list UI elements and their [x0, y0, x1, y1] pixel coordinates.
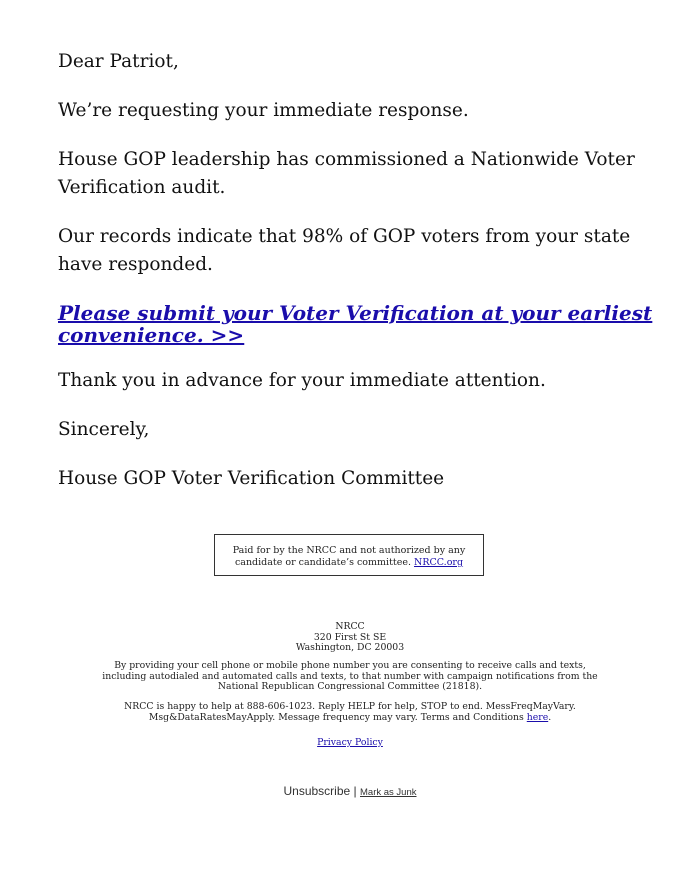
unsubscribe-link[interactable]: Unsubscribe: [283, 784, 351, 798]
privacy-policy-link[interactable]: Privacy Policy: [317, 737, 383, 748]
address-block: [90, 622, 610, 654]
paid-for-disclaimer: [214, 534, 484, 576]
voter-verification-link[interactable]: Please submit your Voter Verification at your earliest convenience. >>: [58, 301, 653, 347]
city-address: Washington, DC 20003: [295, 642, 405, 653]
mark-as-junk-link[interactable]: Mark as Junk: [360, 787, 417, 798]
help-text-block: NRCC is happy to help at 888-606-1023. Reply HELP for help, STOP to end. MessFreqMayVary. Msg&DataRatesMayApply. Message frequency may vary. Terms and Conditions here.: [124, 701, 576, 723]
paragraph-thanks: Thank you in advance for your immediate attention.: [58, 370, 546, 391]
privacy-block: [90, 738, 610, 749]
unsubscribe-bar: [0, 784, 700, 798]
consent-text: By providing your cell phone or mobile phone number you are consenting to receive calls and texts, including autodialed and automated calls and texts, to that number with campaign notifications from the National Republican Congressional Committee (21818).: [102, 660, 598, 692]
greeting: Dear Patriot,: [58, 51, 179, 72]
nrcc-link[interactable]: NRCC.org: [414, 557, 464, 568]
disclaimer-text: Paid for by the NRCC and not authorized by any candidate or candidate’s committee.: [232, 545, 466, 568]
paragraph-records: Our records indicate that 98% of GOP voters from your state have responded.: [58, 226, 631, 275]
separator: |: [353, 784, 357, 798]
street-address: 320 First St SE: [313, 631, 387, 643]
help-text: NRCC is happy to help at 888-606-1023. Reply HELP for help, STOP to end. MessFreqMayVary. Msg&DataRatesMayApply. Message frequency may vary. Terms and Conditions: [124, 701, 576, 723]
cta-paragraph: [58, 302, 658, 346]
terms-link[interactable]: here: [526, 711, 549, 723]
signature: House GOP Voter Verification Committee: [58, 468, 445, 489]
org-name: NRCC: [335, 621, 365, 632]
paragraph-audit: House GOP leadership has commissioned a Nationwide Voter Verification audit.: [58, 149, 635, 198]
closing: Sincerely,: [58, 419, 150, 440]
paragraph-request: We’re requesting your immediate response.: [58, 100, 469, 121]
